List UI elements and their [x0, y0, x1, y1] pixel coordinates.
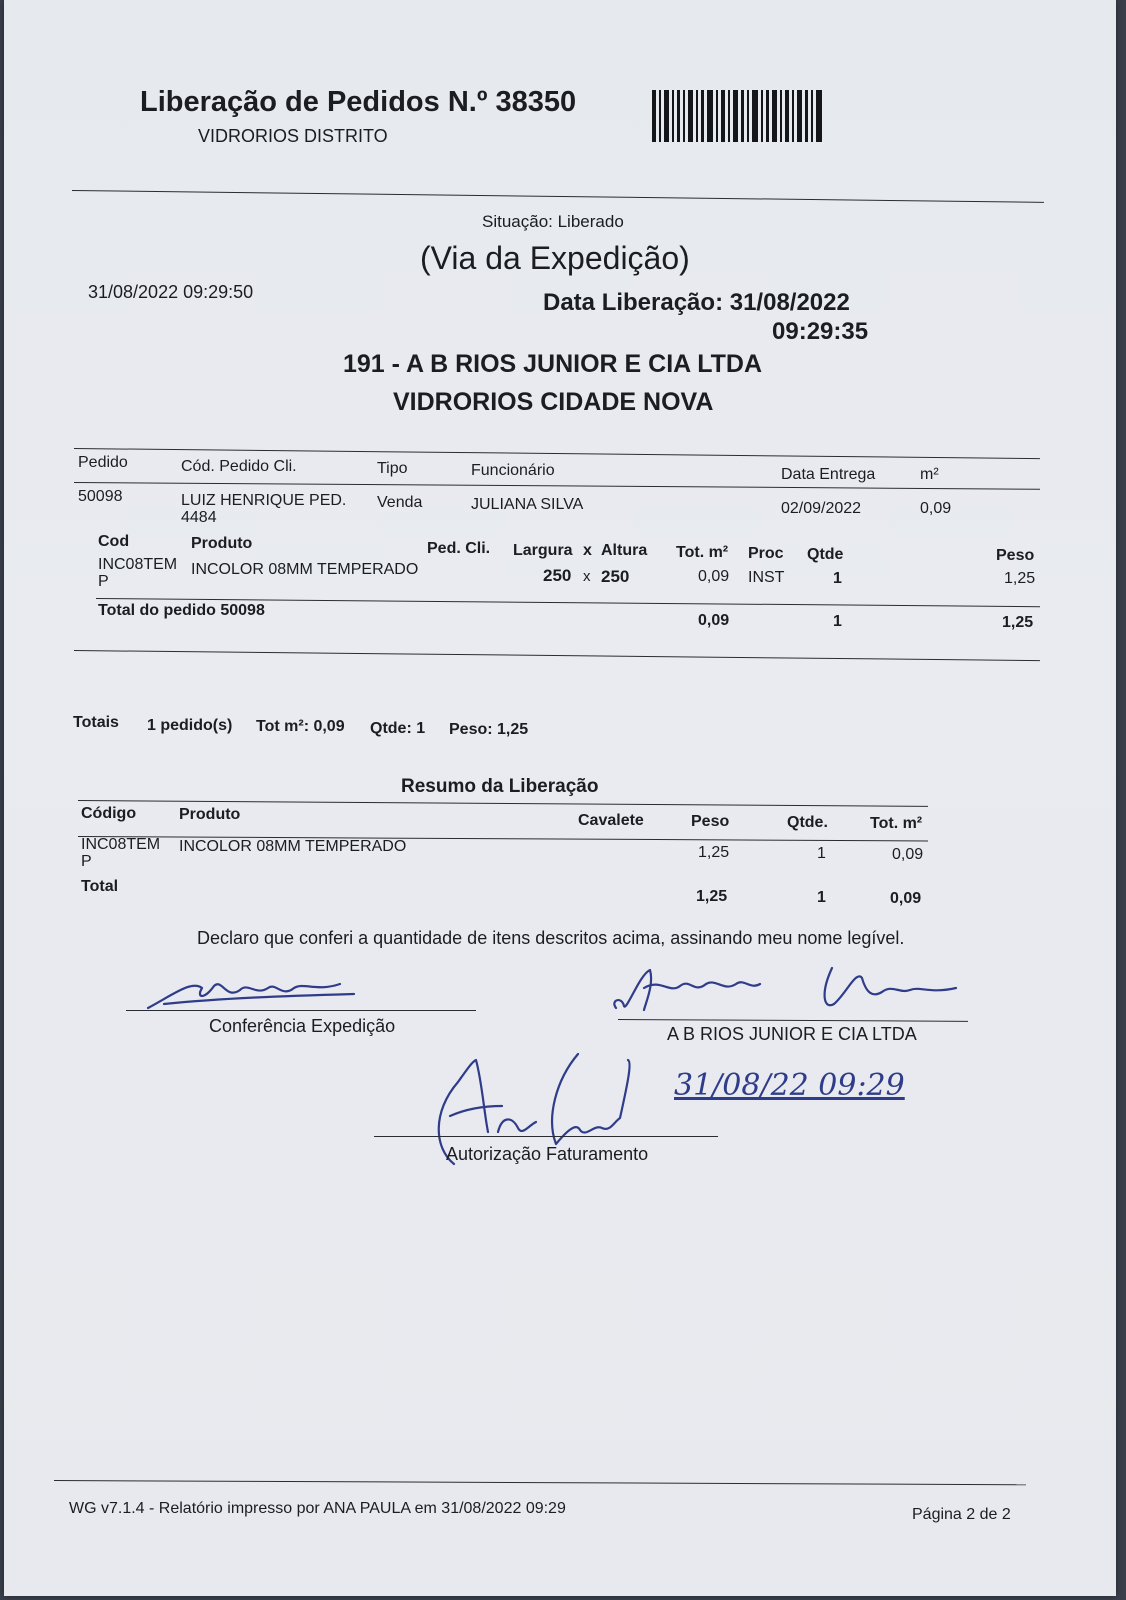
col-peso: Peso — [996, 547, 1035, 564]
order-number: 50098 — [78, 488, 123, 505]
col-tot-m2: Tot. m² — [676, 544, 729, 561]
summary-col-qtde: Qtde. — [787, 814, 828, 831]
item-product: INCOLOR 08MM TEMPERADO — [191, 561, 419, 578]
col-x: x — [583, 542, 592, 559]
order-total-label: Total do pedido 50098 — [98, 602, 265, 619]
signature-client — [610, 964, 970, 1020]
order-total-peso: 1,25 — [1002, 614, 1034, 631]
summary-col-peso: Peso — [691, 813, 730, 830]
col-altura: Altura — [601, 542, 648, 559]
issuer-company: VIDRORIOS DISTRITO — [198, 126, 388, 146]
item-x: x — [583, 568, 591, 585]
footer-rule — [54, 1480, 1026, 1485]
summary-item-qtde: 1 — [817, 845, 826, 862]
client-order-code: LUIZ HENRIQUE PED. — [181, 492, 347, 509]
label-autorizacao: Autorização Faturamento — [446, 1144, 649, 1164]
order-m2: 0,09 — [920, 500, 952, 517]
header-divider — [72, 190, 1044, 203]
summary-total-label: Total — [81, 878, 119, 895]
summary-title: Resumo da Liberação — [401, 776, 599, 797]
col-cod: Cod — [98, 533, 130, 550]
label-client: A B RIOS JUNIOR E CIA LTDA — [667, 1024, 917, 1044]
col-produto: Produto — [191, 535, 253, 552]
handwritten-date: 31/08/22 09:29 — [674, 1068, 905, 1103]
release-time: 09:29:35 — [772, 318, 869, 345]
col-largura: Largura — [513, 542, 573, 559]
employee-name: JULIANA SILVA — [471, 496, 584, 513]
order-total-qtde: 1 — [833, 613, 842, 630]
copy-type: (Via da Expedição) — [420, 240, 690, 276]
printed-timestamp: 31/08/2022 09:29:50 — [88, 282, 254, 302]
signature-line-autorizacao — [374, 1136, 718, 1137]
declaration-text: Declaro que conferi a quantidade de itens descritos acima, assinando meu nome legível. — [197, 928, 905, 948]
order-type: Venda — [377, 494, 423, 511]
summary-total-qtde: 1 — [817, 889, 826, 906]
summary-item-code: INC08TEM — [81, 836, 161, 853]
client-name: 191 - A B RIOS JUNIOR E CIA LTDA — [343, 350, 763, 378]
summary-item-tot-m2: 0,09 — [892, 846, 924, 863]
totals-orders: 1 pedido(s) — [147, 717, 233, 734]
summary-item-code-cont: P — [81, 853, 92, 870]
col-ped-cli: Ped. Cli. — [427, 540, 491, 557]
totals-peso: Peso: 1,25 — [449, 721, 529, 738]
item-height: 250 — [601, 567, 630, 586]
item-proc: INST — [748, 569, 785, 586]
summary-col-tot-m2: Tot. m² — [870, 815, 923, 832]
signature-line-conferencia — [126, 1010, 476, 1011]
summary-col-codigo: Código — [81, 805, 137, 822]
col-proc: Proc — [748, 545, 784, 562]
release-date: Data Liberação: 31/08/2022 — [543, 289, 850, 316]
col-funcionario: Funcionário — [471, 462, 555, 479]
col-pedido: Pedido — [78, 454, 128, 471]
status-text: Situação: Liberado — [482, 212, 624, 231]
item-width: 250 — [543, 566, 572, 585]
col-qtde: Qtde — [807, 546, 844, 563]
page-number: Página 2 de 2 — [912, 1506, 1011, 1523]
label-conferencia: Conferência Expedição — [209, 1016, 396, 1036]
col-tipo: Tipo — [377, 460, 408, 477]
totals-label: Totais — [73, 714, 119, 731]
summary-item-peso: 1,25 — [698, 844, 730, 861]
item-qtde: 1 — [833, 570, 842, 587]
totals-qtde: Qtde: 1 — [370, 720, 426, 737]
item-code: INC08TEM — [98, 556, 178, 573]
col-m2: m² — [920, 466, 939, 483]
item-code-cont: P — [98, 573, 109, 590]
col-data-entrega: Data Entrega — [781, 466, 876, 483]
totals-m2: Tot m²: 0,09 — [256, 718, 345, 735]
item-peso: 1,25 — [1004, 570, 1036, 587]
document-title: Liberação de Pedidos N.º 38350 — [140, 86, 577, 118]
item-tot-m2: 0,09 — [698, 568, 730, 585]
summary-col-produto: Produto — [179, 806, 241, 823]
summary-col-cavalete: Cavalete — [578, 812, 644, 829]
document-page — [4, 0, 1116, 1596]
col-cod-pedido-cli: Cód. Pedido Cli. — [181, 458, 297, 475]
order-total-m2: 0,09 — [698, 612, 730, 629]
summary-total-peso: 1,25 — [696, 888, 728, 905]
footer-printed-by: WG v7.1.4 - Relatório impresso por ANA PAULA em 31/08/2022 09:29 — [69, 1500, 566, 1517]
client-order-code-cont: 4484 — [181, 509, 217, 526]
barcode-image — [652, 90, 822, 142]
signature-conferencia — [144, 974, 364, 1014]
summary-item-product: INCOLOR 08MM TEMPERADO — [179, 838, 407, 855]
summary-total-tot-m2: 0,09 — [890, 890, 922, 907]
order-table-header-rule — [74, 482, 1040, 490]
client-branch: VIDRORIOS CIDADE NOVA — [393, 388, 714, 416]
order-section-bottom-rule — [74, 650, 1040, 661]
delivery-date: 02/09/2022 — [781, 500, 862, 517]
